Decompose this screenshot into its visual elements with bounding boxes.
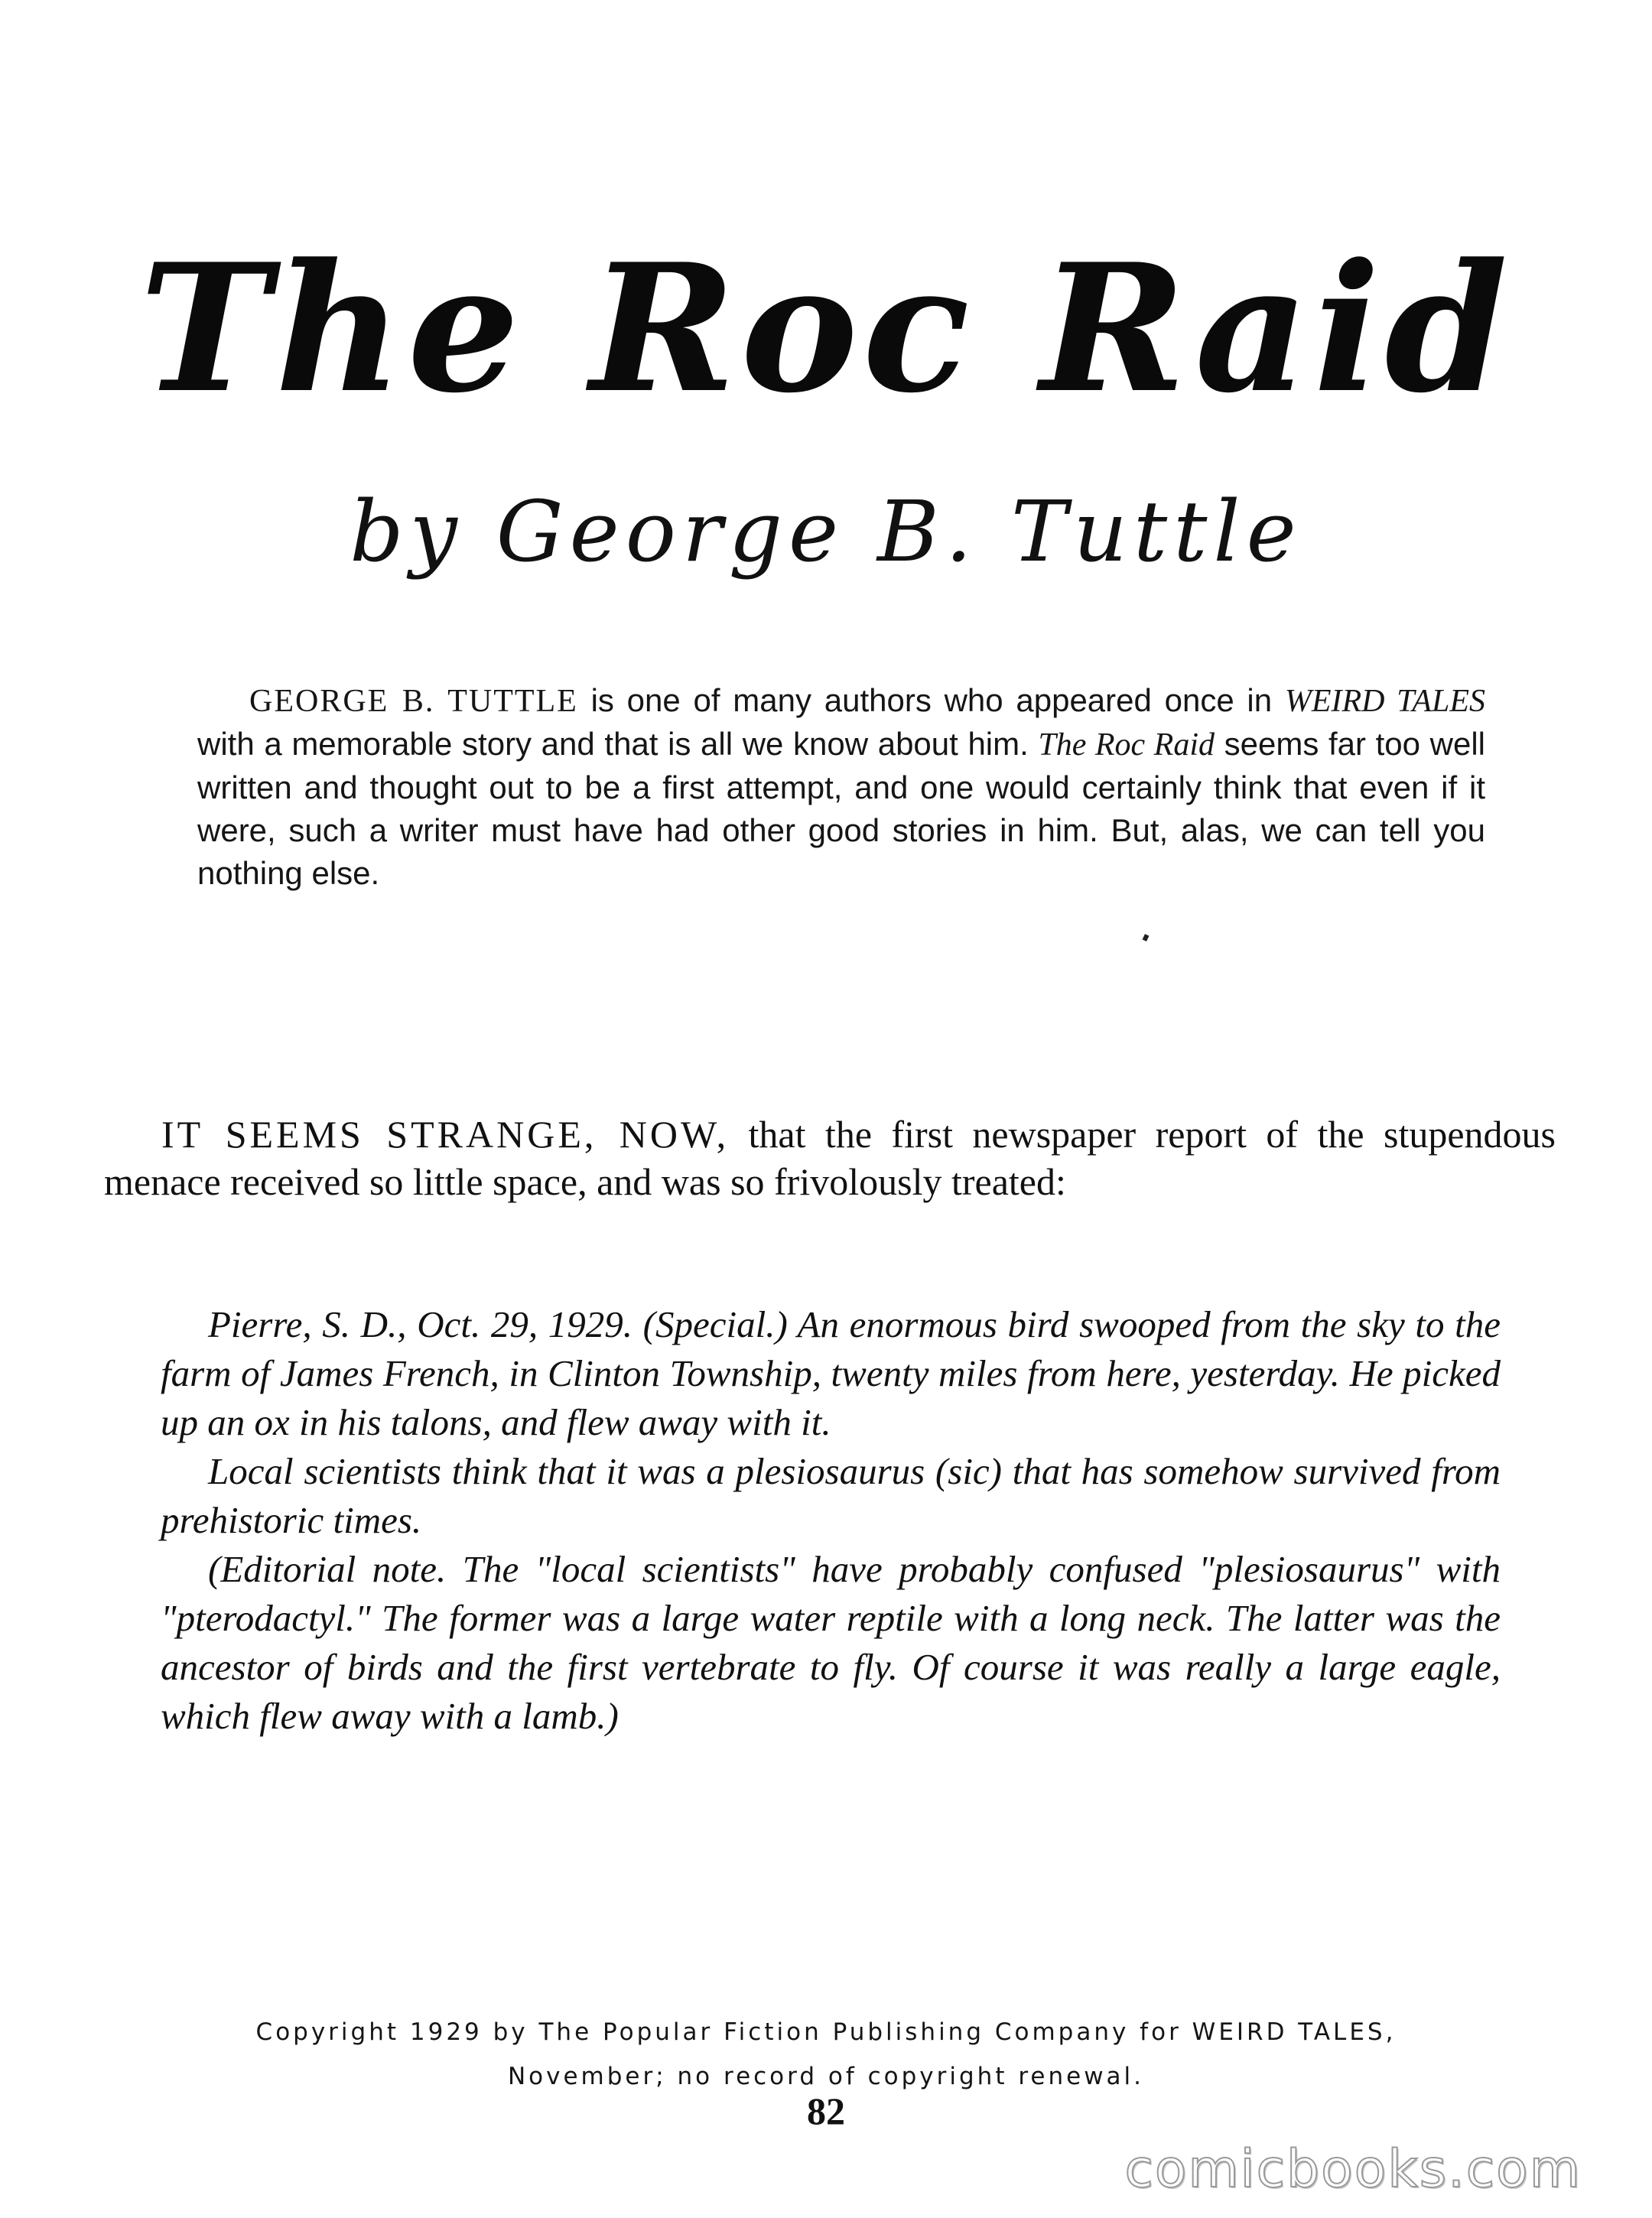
intro-magazine-name: WEIRD TALES [1284, 684, 1485, 719]
copyright-notice [0, 2010, 1652, 2099]
dispatch-paragraph-3: (Editorial note. The "local scientists" have probably confused "plesiosaurus" with "pterodactyl." The former was a large water reptile with a long neck. The latter was the ancestor of birds and the first vertebrate to fly. Of course it was really a large eagle, which flew away with a lamb.) [161, 1548, 1501, 1737]
intro-text-2: with a memorable story and that is all we know about him. [197, 726, 1039, 762]
dispatch-paragraph-2: Local scientists think that it was a plesiosaurus (sic) that has somehow survived from prehistoric times. [161, 1450, 1501, 1541]
copyright-line-2: November; no record of copyright renewal. [507, 2063, 1145, 2090]
newspaper-dispatch [161, 1300, 1501, 1741]
story-title: The Roc Raid [139, 226, 1513, 432]
intro-story-title: The Roc Raid [1038, 727, 1215, 763]
author-intro-paragraph [197, 679, 1485, 895]
author-byline: by George B. Tuttle [350, 483, 1302, 581]
opening-text: that the first newspaper report of the stupendous menace received so little space, and was so frivolously treated: [104, 1113, 1556, 1203]
intro-text-1: is one of many authors who appeared once in [577, 682, 1285, 718]
copyright-line-1: Copyright 1929 by The Popular Fiction Publishing Company for WEIRD TALES, [255, 2018, 1397, 2046]
intro-author-name: GEORGE B. TUTTLE [249, 684, 578, 719]
ink-speck [1143, 934, 1150, 942]
story-opening-paragraph [104, 1111, 1556, 1205]
site-watermark: comicbooks.com [1124, 2139, 1582, 2200]
intro-text-3: seems far too well written and thought out to be a first attempt, and one would certainly think that even if it were, such a writer must have had other good stories in him. But, alas, we can tell you nothing else. [197, 726, 1485, 891]
dispatch-paragraph-1: Pierre, S. D., Oct. 29, 1929. (Special.) An enormous bird swooped from the sky to the farm of James French, in Clinton Township, twenty miles from here, yesterday. He picked up an ox in his talons, and flew away with it. [161, 1303, 1501, 1443]
page-number: 82 [807, 2090, 845, 2132]
opening-small-caps: IT SEEMS STRANGE, NOW, [161, 1113, 730, 1156]
